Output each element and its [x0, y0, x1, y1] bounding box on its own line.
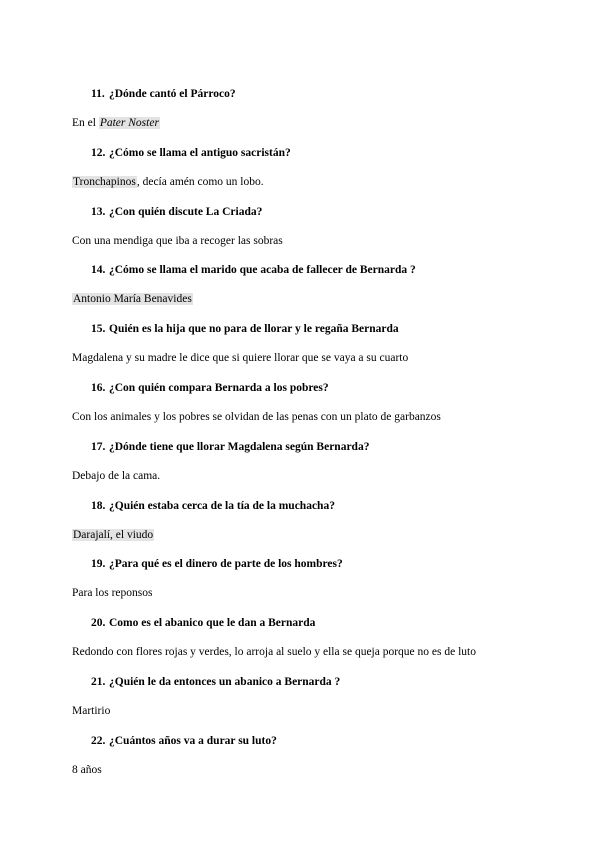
question-number: 16. — [91, 382, 106, 394]
question-number: 13. — [91, 205, 106, 218]
answer — [72, 116, 160, 130]
answer-text: Para los reponsos — [72, 587, 153, 600]
answer — [72, 645, 476, 659]
answer-text: , decía amén como un lobo. — [136, 175, 264, 188]
answer-text: Debajo de la cama. — [72, 469, 161, 482]
question — [91, 440, 369, 454]
answer-highlight: Darajalí, el viudo — [73, 528, 154, 541]
question-number: 18. — [91, 499, 106, 512]
question-text: ¿Cómo se llama el antiguo sacristán? — [109, 146, 291, 159]
question — [91, 734, 277, 748]
question-text: ¿Dónde cantó el Párroco? — [109, 88, 236, 100]
answer-highlight: Pater Noster — [99, 117, 159, 129]
question-number: 11. — [91, 88, 105, 100]
question-number: 20. — [91, 617, 106, 630]
answer — [72, 292, 193, 306]
question-number: 12. — [91, 146, 106, 159]
question — [91, 263, 416, 277]
question — [91, 675, 340, 689]
answer — [72, 763, 102, 777]
question — [91, 146, 291, 160]
question-text: Como es el abanico que le dan a Bernarda — [109, 617, 316, 630]
answer-text: Con una mendiga que iba a recoger las sobras — [72, 234, 283, 247]
question-text: ¿Para qué es el dinero de parte de los hombres? — [109, 558, 343, 571]
question-number: 21. — [91, 676, 106, 688]
answer-text: Magdalena y su madre le dice que si quiere llorar que se vaya a su cuarto — [72, 352, 409, 365]
answer-text: Redondo con flores rojas y verdes, lo arroja al suelo y ella se queja porque no es de luto — [72, 646, 476, 659]
question-text: ¿Con quién compara Bernarda a los pobres? — [109, 382, 329, 394]
answer — [72, 586, 153, 600]
question-text: ¿Cuántos años va a durar su luto? — [109, 734, 277, 747]
answer — [72, 234, 283, 248]
answer-text: Con los animales y los pobres se olvidan de las penas con un plato de garbanzos — [72, 411, 441, 423]
answer-text: 8 años — [72, 763, 102, 776]
question-number: 17. — [91, 440, 106, 453]
question-text: ¿Quién le da entonces un abanico a Bernarda ? — [109, 676, 341, 688]
question — [91, 616, 315, 630]
question — [91, 499, 335, 513]
answer — [72, 528, 154, 542]
answer — [72, 175, 264, 189]
answer-text: Martirio — [72, 705, 111, 717]
answer — [72, 469, 160, 483]
question-text: ¿Dónde tiene que llorar Magdalena según Bernarda? — [109, 440, 370, 453]
answer-highlight: Antonio María Benavides — [73, 293, 192, 306]
answer — [72, 410, 441, 424]
question-number: 22. — [91, 734, 106, 747]
question — [91, 87, 236, 101]
question-number: 19. — [91, 558, 106, 571]
answer-highlight: Tronchapinos — [73, 175, 136, 188]
question-number: 15. — [91, 323, 106, 336]
answer — [72, 351, 408, 365]
question-text: ¿Con quién discute La Criada? — [109, 205, 263, 218]
question — [91, 381, 329, 395]
question — [91, 205, 262, 219]
question — [91, 322, 399, 336]
answer — [72, 704, 110, 718]
question-text: Quién es la hija que no para de llorar y le regaña Bernarda — [109, 323, 399, 336]
question-text: ¿Quién estaba cerca de la tía de la muchacha? — [109, 499, 335, 512]
question-text: ¿Cómo se llama el marido que acaba de fallecer de Bernarda ? — [109, 264, 416, 277]
question-number: 14. — [91, 264, 106, 277]
question — [91, 557, 343, 571]
answer-text: En el — [72, 117, 99, 129]
